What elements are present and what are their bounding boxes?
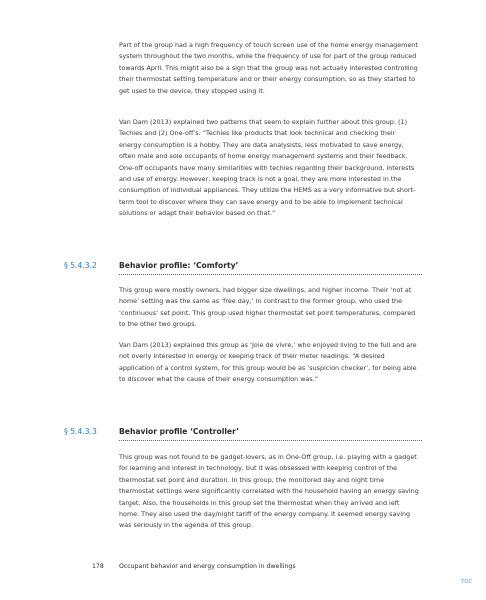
section-number-5-4-3-3: § 5.4.3.3: [64, 427, 97, 436]
section-title-controller: Behavior profile ‘Controller’: [119, 427, 240, 436]
body-paragraph-4: Van Dam (2013) explained this group as ‘Joie de vivre,’ who enjoyed living to the full and are not overly interested in energy or keeping track of their meter readings. “A desired application of a control system, for this group would be as ‘suspicion checker’, for being able to discover what the cause of their energy consumption was.”: [119, 341, 417, 384]
body-paragraph-5: This group was not found to be gadget-lovers, as in One-Off group, i.e. playing with a gadget for learning and interest in technology, but it was obsessed with keeping control of the thermostat set point and duration. In this group, the monitored day and night time thermostat settings were significantly correlated with the household having an energy saving target. Also, the households in this group set the thermostat when they arrived and left home. They also used the day/night tariff of the energy company. It seemed energy saving was seriously in the agenda of this group.: [119, 453, 419, 530]
page-number: 178: [92, 563, 104, 570]
section-number-5-4-3-2: § 5.4.3.2: [64, 261, 97, 270]
section-title-comforty: Behavior profile: ‘Comforty’: [119, 261, 239, 270]
section-divider: [119, 274, 422, 275]
body-paragraph-2: Van Dam (2013) explained two patterns that seem to explain further about this group: (1) Techies and (2) One-off’s. “Techies like products that look technical and checking their energy consumption is a hobby. They are data analysists, less motivated to save energy, often male and sole occupants of home energy management systems and their feedback. One-off occupants have many similarities with techies regarding their background, interests and use of energy. However, keeping track is not a goal, they are more interested in the consumption of individual appliances. They utilize the HEMS as a very informative but short-term tool to discover where they can save energy and to be able to implement technical solutions or adapt their behavior based on that.”: [119, 118, 416, 218]
toc-link[interactable]: TOC: [461, 579, 473, 585]
body-paragraph-1: Part of the group had a high frequency of touch screen use of the home energy management system throughout the two months, while the frequency of use for part of the group reduced towards April. This might also be a sign that the group was not actually interested controlling their thermostat setting temperature and or their energy consumption, so as they started to get used to the device, they stopped using it.: [119, 41, 418, 95]
body-paragraph-3: This group were mostly owners, had bigger size dwellings, and higher income. Their ‘not at home’ setting was the same as ‘free day,’ in contrast to the former group, who used the ‘continuous’ set point. This group used higher thermostat set point temperatures, compared to the other two groups.: [119, 286, 416, 329]
running-footer-title: Occupant behavior and energy consumption in dwellings: [119, 563, 296, 570]
section-divider: [119, 440, 422, 441]
